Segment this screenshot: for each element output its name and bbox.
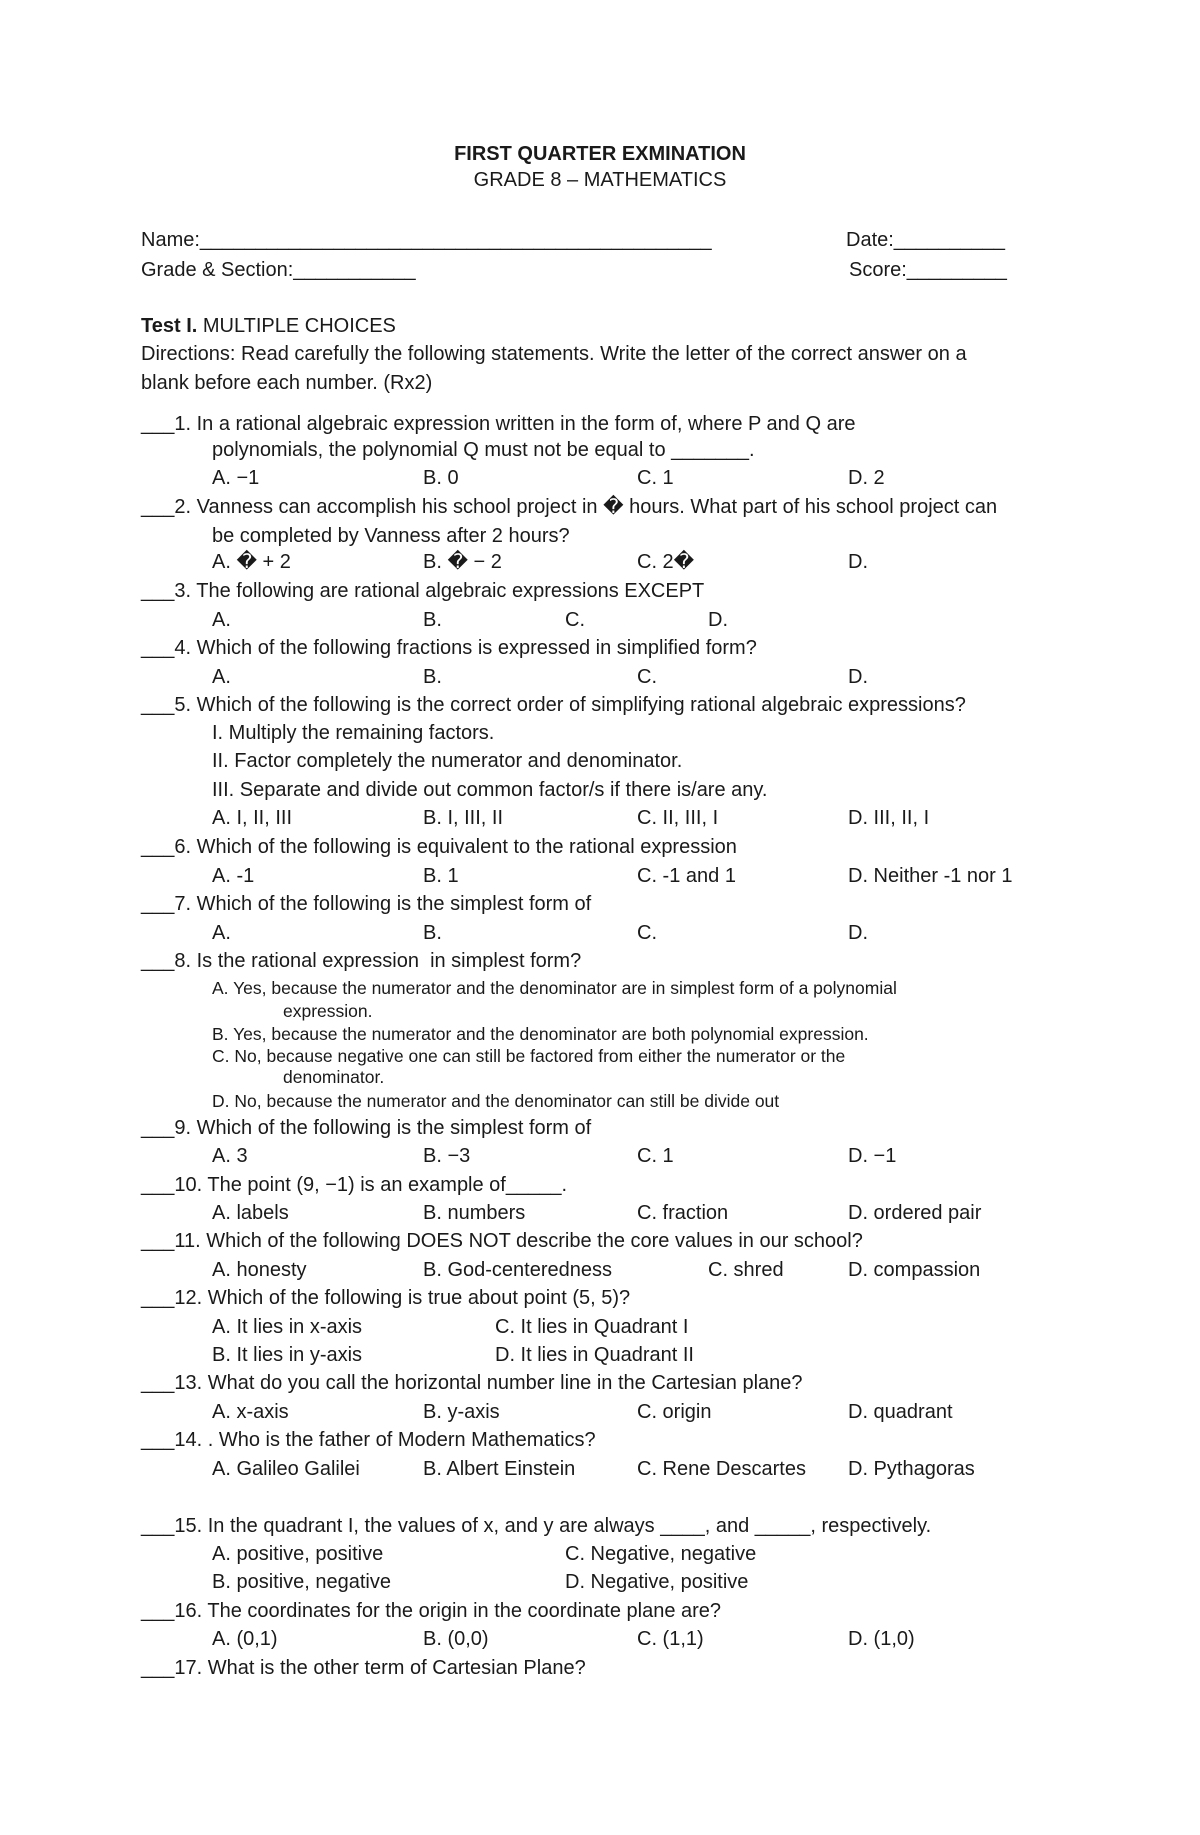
q13-option-c: C. origin xyxy=(637,1401,712,1423)
q8-option-b: B. Yes, because the numerator and the denominator are both polynomial expression. xyxy=(212,1024,869,1044)
q4-option-a: A. xyxy=(212,666,231,688)
exam-title: FIRST QUARTER EXMINATION xyxy=(454,143,746,165)
q13-option-b: B. y-axis xyxy=(423,1401,500,1423)
q14-option-c: C. Rene Descartes xyxy=(637,1458,806,1480)
exam-subtitle: GRADE 8 – MATHEMATICS xyxy=(473,169,727,191)
question-2: ___2. Vanness can accomplish his school project in � hours. What part of his school project can xyxy=(141,496,998,518)
question-10: ___10. The point (9, −1) is an example of_____. xyxy=(141,1174,568,1196)
q8-option-a: A. Yes, because the numerator and the denominator are in simplest form of a polynomial xyxy=(212,978,897,998)
q7-option-b: B. xyxy=(423,922,442,944)
q11-option-b: B. God-centeredness xyxy=(423,1259,612,1281)
q4-option-b: B. xyxy=(423,666,442,688)
question-17: ___17. What is the other term of Cartesian Plane? xyxy=(141,1657,586,1679)
test-heading xyxy=(141,316,396,336)
q2-option-c: C. 2� xyxy=(637,551,695,573)
q8-option-a-cont: expression. xyxy=(283,1001,373,1021)
question-1: ___1. In a rational algebraic expression written in the form of, where P and Q are xyxy=(141,413,856,435)
q9-option-a: A. 3 xyxy=(212,1145,248,1167)
q7-option-a: A. xyxy=(212,922,231,944)
question-1-cont: polynomials, the polynomial Q must not be equal to _______. xyxy=(212,439,755,461)
q8-option-d: D. No, because the numerator and the denominator can still be divide out xyxy=(212,1091,780,1111)
question-8: ___8. Is the rational expression in simplest form? xyxy=(141,950,582,972)
score-field: Score:_________ xyxy=(849,259,1007,281)
q6-option-c: C. -1 and 1 xyxy=(637,865,736,887)
q16-option-d: D. (1,0) xyxy=(848,1628,915,1650)
q14-option-a: A. Galileo Galilei xyxy=(212,1458,360,1480)
q5-option-b: B. I, III, II xyxy=(423,807,504,829)
q6-option-a: A. -1 xyxy=(212,865,255,887)
date-field: Date:__________ xyxy=(846,229,1006,251)
q3-option-a: A. xyxy=(212,609,231,631)
q15-option-a: A. positive, positive xyxy=(212,1543,384,1565)
q5-option-c: C. II, III, I xyxy=(637,807,719,829)
q2-option-a: A. � + 2 xyxy=(212,551,291,573)
q7-option-d: D. xyxy=(848,922,868,944)
q10-option-d: D. ordered pair xyxy=(848,1202,982,1224)
q1-option-b: B. 0 xyxy=(423,467,459,489)
q12-option-a: A. It lies in x-axis xyxy=(212,1316,363,1338)
q9-option-c: C. 1 xyxy=(637,1145,674,1167)
q11-option-c: C. shred xyxy=(708,1259,784,1281)
q8-option-c-cont: denominator. xyxy=(283,1067,385,1087)
q15-option-c: C. Negative, negative xyxy=(565,1543,757,1565)
q6-option-b: B. 1 xyxy=(423,865,459,887)
q5-option-d: D. III, II, I xyxy=(848,807,930,829)
directions-line-2: blank before each number. (Rx2) xyxy=(141,372,433,394)
directions-line-1: Directions: Read carefully the following statements. Write the letter of the correct answer on a xyxy=(141,343,967,365)
q15-option-d: D. Negative, positive xyxy=(565,1571,749,1593)
q1-option-d: D. 2 xyxy=(848,467,885,489)
q3-option-c: C. xyxy=(565,609,585,631)
q8-option-c: C. No, because negative one can still be factored from either the numerator or the xyxy=(212,1046,846,1066)
q9-option-b: B. −3 xyxy=(423,1145,471,1167)
q5-step-ii: II. Factor completely the numerator and denominator. xyxy=(212,750,683,772)
q16-option-c: C. (1,1) xyxy=(637,1628,704,1650)
q1-option-c: C. 1 xyxy=(637,467,674,489)
q9-option-d: D. −1 xyxy=(848,1145,897,1167)
q15-option-b: B. positive, negative xyxy=(212,1571,391,1593)
test-label: Test I. xyxy=(141,315,198,337)
q11-option-d: D. compassion xyxy=(848,1259,981,1281)
q4-option-c: C. xyxy=(637,666,657,688)
q4-option-d: D. xyxy=(848,666,868,688)
q5-option-a: A. I, II, III xyxy=(212,807,293,829)
q14-option-d: D. Pythagoras xyxy=(848,1458,975,1480)
q3-option-d: D. xyxy=(708,609,728,631)
q13-option-d: D. quadrant xyxy=(848,1401,953,1423)
q14-option-b: B. Albert Einstein xyxy=(423,1458,576,1480)
q6-option-d: D. Neither -1 nor 1 xyxy=(848,865,1013,887)
q16-option-b: B. (0,0) xyxy=(423,1628,489,1650)
question-2-cont: be completed by Vanness after 2 hours? xyxy=(212,525,570,547)
question-15: ___15. In the quadrant I, the values of x, and y are always ____, and _____, respectively. xyxy=(141,1515,932,1537)
question-4: ___4. Which of the following fractions is expressed in simplified form? xyxy=(141,637,757,659)
question-13: ___13. What do you call the horizontal number line in the Cartesian plane? xyxy=(141,1372,803,1394)
q12-option-d: D. It lies in Quadrant II xyxy=(495,1344,694,1366)
q2-option-d: D. xyxy=(848,551,868,573)
question-3: ___3. The following are rational algebraic expressions EXCEPT xyxy=(141,580,705,602)
question-5: ___5. Which of the following is the correct order of simplifying rational algebraic expressions? xyxy=(141,694,966,716)
q5-step-i: I. Multiply the remaining factors. xyxy=(212,722,495,744)
q2-option-b: B. � − 2 xyxy=(423,551,502,573)
q12-option-b: B. It lies in y-axis xyxy=(212,1344,363,1366)
q7-option-c: C. xyxy=(637,922,657,944)
grade-section-field: Grade & Section:___________ xyxy=(141,259,416,281)
question-7: ___7. Which of the following is the simplest form of xyxy=(141,893,592,915)
q10-option-a: A. labels xyxy=(212,1202,289,1224)
q13-option-a: A. x-axis xyxy=(212,1401,289,1423)
q16-option-a: A. (0,1) xyxy=(212,1628,278,1650)
q12-option-c: C. It lies in Quadrant I xyxy=(495,1316,689,1338)
question-14: ___14. . Who is the father of Modern Mathematics? xyxy=(141,1429,596,1451)
q10-option-c: C. fraction xyxy=(637,1202,729,1224)
q5-step-iii: III. Separate and divide out common factor/s if there is/are any. xyxy=(212,779,768,801)
q11-option-a: A. honesty xyxy=(212,1259,307,1281)
q1-option-a: A. −1 xyxy=(212,467,260,489)
question-11: ___11. Which of the following DOES NOT describe the core values in our school? xyxy=(141,1230,863,1252)
test-type: MULTIPLE CHOICES xyxy=(197,315,396,337)
name-field: Name:______________________________________________ xyxy=(141,229,712,251)
q3-option-b: B. xyxy=(423,609,442,631)
question-9: ___9. Which of the following is the simplest form of xyxy=(141,1117,592,1139)
question-6: ___6. Which of the following is equivalent to the rational expression xyxy=(141,836,737,858)
q10-option-b: B. numbers xyxy=(423,1202,526,1224)
question-12: ___12. Which of the following is true about point (5, 5)? xyxy=(141,1287,631,1309)
question-16: ___16. The coordinates for the origin in the coordinate plane are? xyxy=(141,1600,722,1622)
